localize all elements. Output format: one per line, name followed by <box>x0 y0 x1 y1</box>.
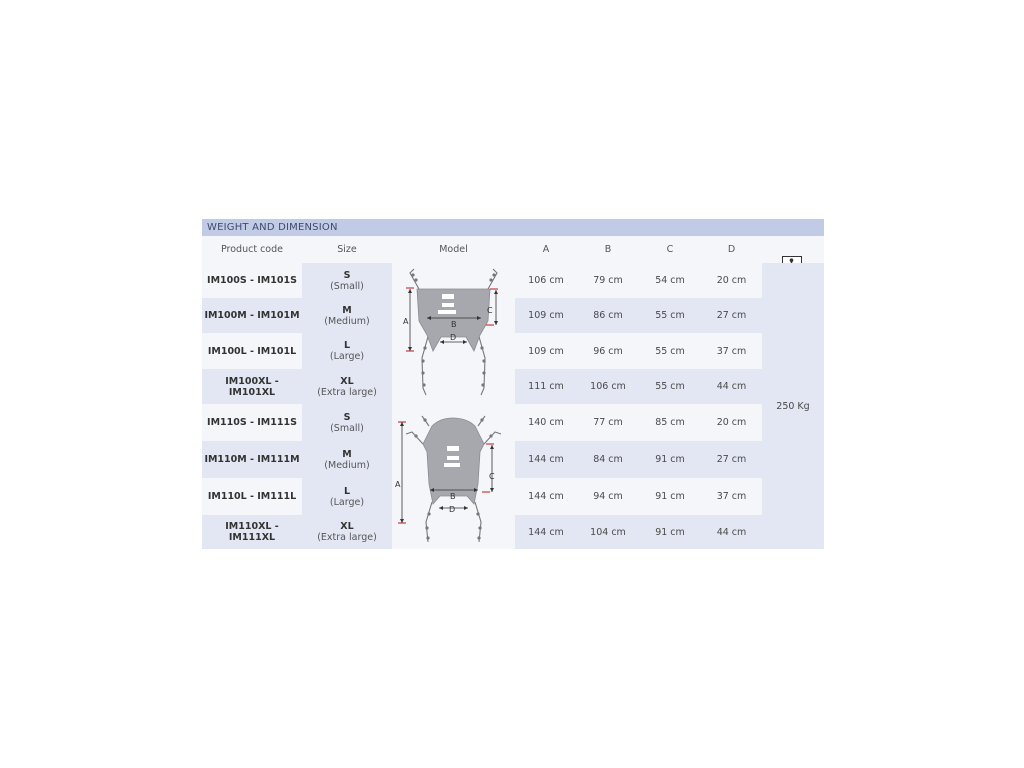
weight-dimension-table <box>202 219 824 549</box>
size-cell <box>302 441 392 478</box>
dimension-c-cell: 55 cm <box>639 298 701 333</box>
size-name: (Large) <box>329 496 365 508</box>
dimension-c-cell: 54 cm <box>639 263 701 298</box>
max-load-value: 250 Kg <box>776 401 810 412</box>
size-name: (Extra large) <box>317 386 377 398</box>
dimension-c-cell: 91 cm <box>639 441 701 478</box>
product-code-cell: IM110S - IM111S <box>202 404 302 441</box>
size-cell <box>302 404 392 441</box>
product-code-cell: IM100S - IM101S <box>202 263 302 298</box>
diagram-label-d: D <box>450 333 457 342</box>
dimension-a-cell: 106 cm <box>515 263 577 298</box>
dimension-c-cell: 85 cm <box>639 404 701 441</box>
size-code: L <box>343 340 351 351</box>
dimension-b-cell: 86 cm <box>577 298 639 333</box>
diagram-label-d: D <box>449 505 456 514</box>
size-code: XL <box>340 521 354 532</box>
sling-diagram-1 <box>392 263 515 404</box>
product-code-cell: IM110M - IM111M <box>202 441 302 478</box>
dimension-d-cell: 37 cm <box>701 478 762 515</box>
header-model: Model <box>439 244 468 255</box>
size-name: (Extra large) <box>317 532 377 543</box>
dimension-d-cell: 20 cm <box>701 404 762 441</box>
size-cell <box>302 515 392 549</box>
dimension-d-cell: 20 cm <box>701 263 762 298</box>
header-row <box>202 236 824 263</box>
header-size: Size <box>337 244 357 255</box>
dimension-d-cell: 27 cm <box>701 298 762 333</box>
dimension-c-cell: 55 cm <box>639 333 701 369</box>
diagram-label-c: C <box>489 472 495 481</box>
diagram-label-a: A <box>403 317 409 326</box>
dimension-a-cell: 111 cm <box>515 369 577 404</box>
header-b: B <box>604 244 612 255</box>
dimension-a-cell: 109 cm <box>515 298 577 333</box>
size-code: S <box>343 269 351 281</box>
dimension-b-cell: 84 cm <box>577 441 639 478</box>
sling-diagram-2 <box>392 404 515 549</box>
dimension-a-cell: 144 cm <box>515 478 577 515</box>
size-name: (Small) <box>330 280 364 292</box>
size-name: (Medium) <box>324 315 370 327</box>
size-code: M <box>342 304 352 316</box>
diagram-label-a: A <box>395 480 401 489</box>
dimension-b-cell: 94 cm <box>577 478 639 515</box>
dimension-b-cell: 104 cm <box>577 515 639 549</box>
size-cell <box>302 369 392 404</box>
header-a: A <box>542 244 550 255</box>
dimension-d-cell: 44 cm <box>701 515 762 549</box>
dimension-c-cell: 55 cm <box>639 369 701 404</box>
dimension-b-cell: 96 cm <box>577 333 639 369</box>
header-product-code: Product code <box>220 244 283 255</box>
dimension-d-cell: 44 cm <box>701 369 762 404</box>
section-title: WEIGHT AND DIMENSION <box>202 219 824 236</box>
size-code: S <box>343 411 351 423</box>
product-code-cell: IM100XL - IM101XL <box>202 369 302 404</box>
dimension-a-cell: 144 cm <box>515 441 577 478</box>
size-name: (Medium) <box>324 459 370 471</box>
size-name: (Large) <box>329 351 365 362</box>
dimension-a-cell: 144 cm <box>515 515 577 549</box>
size-cell <box>302 333 392 369</box>
size-code: L <box>343 485 351 497</box>
product-code-cell: IM110L - IM111L <box>202 478 302 515</box>
dimension-b-cell: 106 cm <box>577 369 639 404</box>
size-cell <box>302 263 392 298</box>
dimension-a-cell: 109 cm <box>515 333 577 369</box>
product-code-cell: IM100M - IM101M <box>202 298 302 333</box>
dimension-c-cell: 91 cm <box>639 515 701 549</box>
diagram-label-c: C <box>487 306 493 315</box>
dimension-d-cell: 27 cm <box>701 441 762 478</box>
dimension-a-cell: 140 cm <box>515 404 577 441</box>
dimension-c-cell: 91 cm <box>639 478 701 515</box>
size-code: XL <box>340 375 354 387</box>
size-cell <box>302 298 392 333</box>
size-code: M <box>342 448 352 460</box>
diagram-label-b: B <box>450 492 456 501</box>
size-cell <box>302 478 392 515</box>
dimension-b-cell: 79 cm <box>577 263 639 298</box>
dimension-b-cell: 77 cm <box>577 404 639 441</box>
size-name: (Small) <box>330 422 364 434</box>
diagram-label-b: B <box>451 320 457 329</box>
product-code-cell: IM110XL - IM111XL <box>202 515 302 549</box>
product-code-cell: IM100L - IM101L <box>202 333 302 369</box>
dimension-d-cell: 37 cm <box>701 333 762 369</box>
header-c: C <box>666 244 674 255</box>
header-d: D <box>727 244 736 255</box>
